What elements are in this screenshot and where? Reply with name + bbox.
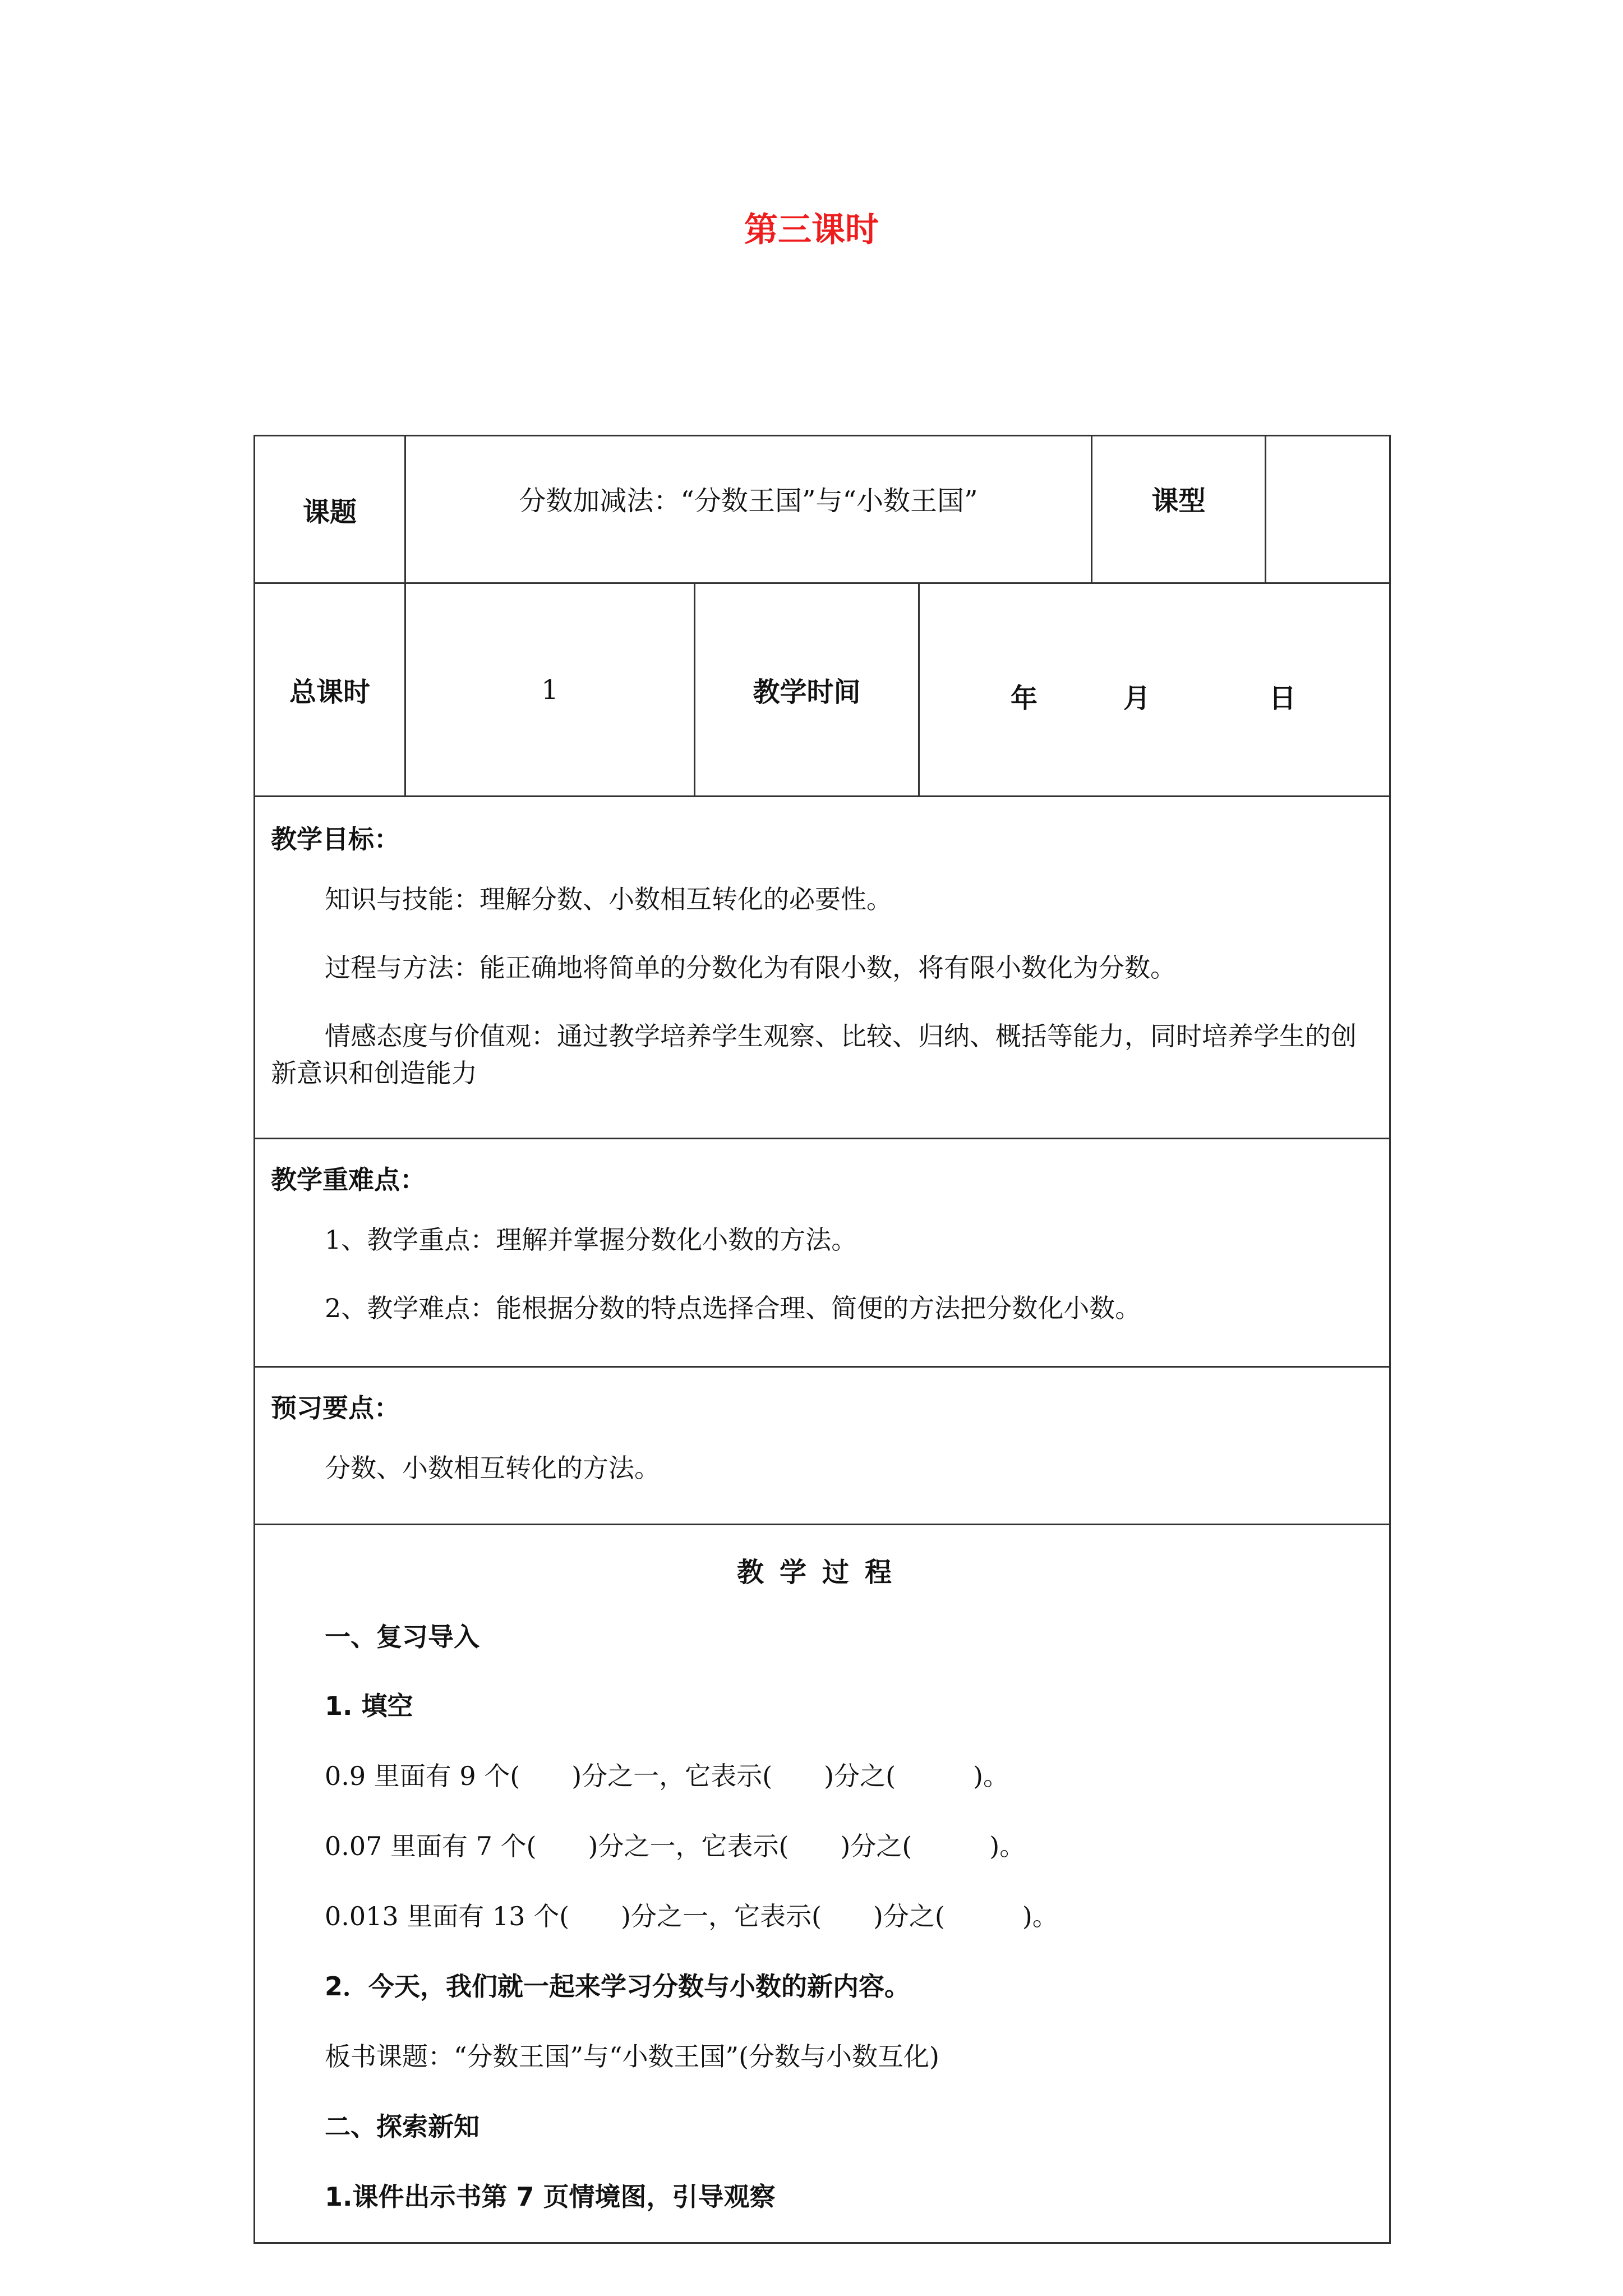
- row-divider: [255, 1138, 1389, 1139]
- preview-section: [271, 1391, 1373, 1487]
- type-value: [1266, 436, 1391, 582]
- topic-value: 分数加减法：“分数王国”与“小数王国”: [519, 485, 978, 517]
- date-day: 日: [1269, 683, 1297, 714]
- objective-item: 知识与技能：理解分数、小数相互转化的必要性。: [325, 884, 892, 914]
- time-label: 教学时间: [753, 677, 861, 708]
- process-title: 教学过程: [736, 1557, 907, 1588]
- objectives-section: [271, 822, 1373, 1092]
- preview-title: 预习要点：: [271, 1393, 400, 1423]
- step-2: 2．今天，我们就一起来学习分数与小数的新内容。: [325, 1971, 911, 2001]
- topic-label: 课题: [302, 496, 357, 528]
- board-title: 板书课题：“分数王国”与“小数王国”(分数与小数互化): [325, 2041, 939, 2072]
- fill-line: 0.07 里面有 7 个( )分之一，它表示( )分之( )。: [325, 1831, 1026, 1861]
- preview-text: 分数、小数相互转化的方法。: [325, 1453, 660, 1483]
- row-divider: [255, 795, 1389, 797]
- total-value: 1: [541, 674, 559, 706]
- step-new: 1.课件出示书第 7 页情境图，引导观察: [325, 2182, 776, 2212]
- type-label: 课型: [1151, 485, 1206, 517]
- key-point-item: 2、教学难点：能根据分数的特点选择合理、简便的方法把分数化小数。: [325, 1293, 1141, 1323]
- col-divider: [918, 582, 920, 795]
- fill-line: 0.013 里面有 13 个( )分之一，它表示( )分之( )。: [325, 1901, 1058, 1931]
- section-review: 一、复习导入: [325, 1622, 479, 1652]
- key-points-section: [271, 1163, 1373, 1327]
- section-explore: 二、探索新知: [325, 2111, 479, 2142]
- row-divider: [255, 1366, 1389, 1368]
- date-year: 年: [1011, 683, 1038, 714]
- total-label: 总课时: [289, 677, 370, 708]
- objective-item: 情感态度与价值观：通过教学培养学生观察、比较、归纳、概括等能力，同时培养学生的创新意识和创造能力: [271, 1021, 1357, 1088]
- row-divider: [255, 1524, 1389, 1525]
- objectives-title: 教学目标：: [271, 824, 400, 854]
- objective-item: 过程与方法：能正确地将简单的分数化为有限小数，将有限小数化为分数。: [325, 953, 1176, 983]
- key-points-title: 教学重难点：: [271, 1165, 426, 1195]
- lesson-plan-table: [253, 435, 1391, 2244]
- fill-line: 0.9 里面有 9 个( )分之一，它表示( )分之( )。: [325, 1761, 1009, 1791]
- date-month: 月: [1123, 683, 1151, 714]
- fill-title: 1. 填空: [325, 1691, 413, 1721]
- key-point-item: 1、教学重点：理解并掌握分数化小数的方法。: [325, 1225, 857, 1255]
- page-title: 第三课时: [744, 210, 879, 250]
